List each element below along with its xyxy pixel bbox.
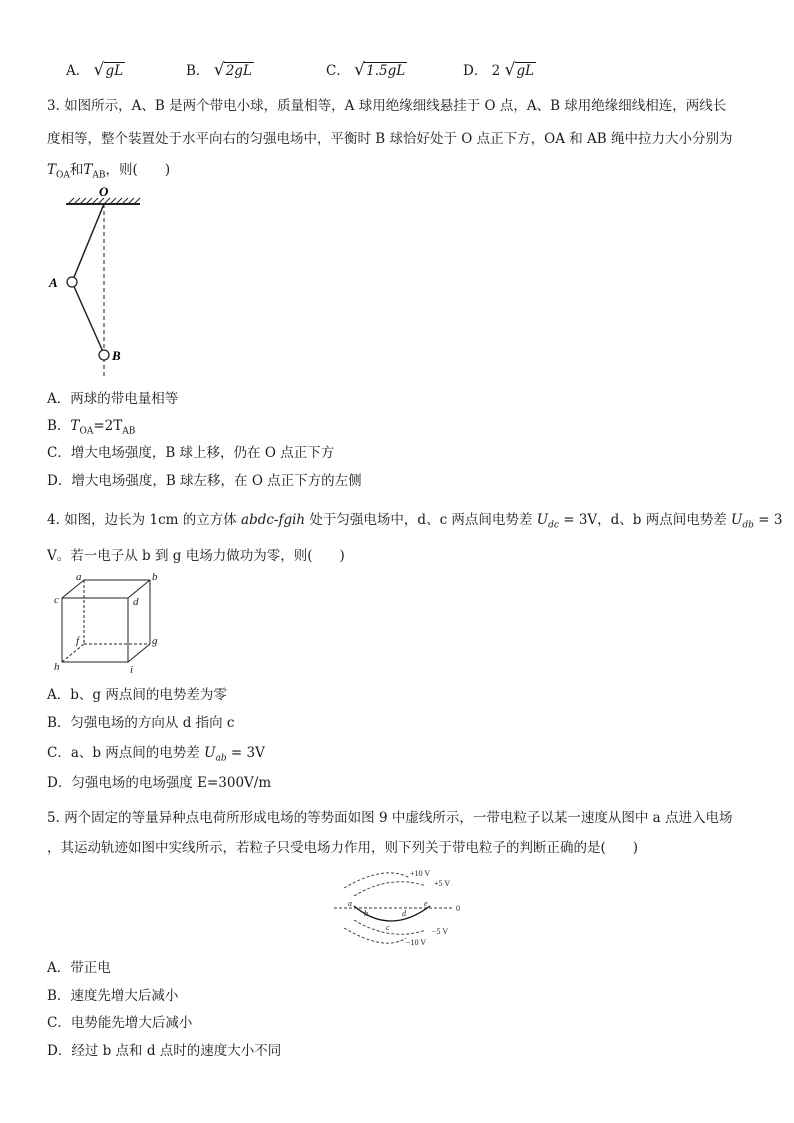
label-zero: 0 <box>456 904 460 913</box>
tension-symbol: T <box>70 418 80 434</box>
option-text: D．经过 b 点和 d 点时的速度大小不同 <box>47 1043 282 1059</box>
q3-option-b <box>47 416 135 442</box>
voltage-symbol: U <box>204 745 216 761</box>
q3-option-d <box>47 471 362 491</box>
label-o: O <box>99 184 109 199</box>
question-number: 3. <box>47 98 60 114</box>
ball-a <box>67 277 77 287</box>
option-c-top <box>326 59 407 79</box>
equipotential-minus10 <box>344 928 406 943</box>
q4-stem-line1 <box>47 510 782 536</box>
vertex-b: b <box>152 571 158 583</box>
option-d-top <box>463 59 536 79</box>
string-oa <box>72 204 104 282</box>
label-minus5v: −5 V <box>432 927 449 936</box>
subscript: ab <box>215 753 227 764</box>
q3-text: ，则( ) <box>105 162 171 178</box>
q4-text: 处于匀强电场中， <box>305 512 418 528</box>
q5-stem-line1 <box>47 808 733 828</box>
option-text: B．速度先增大后减小 <box>47 988 179 1004</box>
vertex-i: i <box>130 664 134 676</box>
subscript: dc <box>548 520 559 531</box>
subscript: AB <box>92 170 106 181</box>
q5-option-d <box>47 1041 281 1061</box>
tension-symbol: T <box>47 162 57 178</box>
cube-name: abdc-fgih <box>241 512 306 528</box>
point-e: e <box>424 899 428 908</box>
option-text: D．匀强电场的电场强度 E=300V/m <box>47 775 272 791</box>
equipotential-plus5 <box>354 882 426 896</box>
q4-text: 如图，边长为 1cm 的立方体 <box>64 512 242 528</box>
q5-option-a <box>47 958 111 978</box>
radicand: gL <box>105 63 124 79</box>
option-letter: A． <box>66 63 90 79</box>
option-letter: B． <box>47 418 71 434</box>
sqrt-expression: √ gL <box>93 60 124 80</box>
q3-text: 度相等，整个装置处于水平向右的匀强电场中，平衡时 B 球恰好处于 O 点正下方，OA 和 AB 绳中拉力大小分别为 <box>47 131 733 147</box>
q4-stem-line2 <box>47 546 345 566</box>
equation-part: = 3V， <box>558 512 611 528</box>
q3-stem-line2 <box>47 129 733 149</box>
option-a-top <box>66 59 125 79</box>
q4-option-b <box>47 713 235 733</box>
option-letter: C． <box>326 63 350 79</box>
q5-text: 两个固定的等量异种点电荷所形成电场的等势面如图 9 中虚线所示，一带电粒子以某一速度从图中 a 点进入电场 <box>64 810 733 826</box>
q3-option-a <box>47 389 178 409</box>
q4-text: V。若一电子从 b 到 g 电场力做功为零，则( ) <box>47 548 345 564</box>
label-plus5v: +5 V <box>434 879 451 888</box>
string-ab <box>72 282 104 354</box>
radicand: gL <box>516 63 535 79</box>
option-letter: D． <box>463 63 488 79</box>
q5-stem-line2 <box>47 838 638 858</box>
cube-figure <box>50 570 170 676</box>
coefficient: 2 <box>491 63 501 79</box>
q5-option-b <box>47 986 178 1006</box>
option-text: A．带正电 <box>47 960 111 976</box>
option-text: C．电势能先增大后减小 <box>47 1015 193 1031</box>
q5-option-c <box>47 1013 192 1033</box>
option-text: D．增大电场强度，B 球左移，在 O 点正下方的左侧 <box>47 473 362 489</box>
question-number: 5. <box>47 810 60 826</box>
equipotential-figure <box>330 866 470 948</box>
ball-b <box>99 350 109 360</box>
vertex-a: a <box>76 571 82 583</box>
radicand: 1.5gL <box>366 63 406 79</box>
option-text: B．匀强电场的方向从 d 指向 c <box>47 715 235 731</box>
point-d: d <box>402 909 406 918</box>
label-a: A <box>49 275 58 290</box>
q4-option-d <box>47 773 271 793</box>
sqrt-expression: √ 2gL <box>213 60 252 80</box>
vertex-g: g <box>152 635 158 647</box>
subscript: OA <box>79 426 94 437</box>
q5-text: ，其运动轨迹如图中实线所示，若粒子只受电场力作用，则下列关于带电粒子的判断正确的是( ) <box>47 840 639 856</box>
radicand: 2gL <box>225 63 252 79</box>
label-plus10v: +10 V <box>410 869 431 878</box>
question-number: 4. <box>47 512 60 528</box>
point-c: c <box>386 923 390 932</box>
q4-text: d、c 两点间电势差 <box>417 512 537 528</box>
sqrt-expression: √ 1.5gL <box>354 60 406 80</box>
vertex-d: d <box>133 596 139 608</box>
vertex-h: h <box>54 661 60 673</box>
option-b-top <box>186 59 254 79</box>
subscript: AB <box>122 426 136 437</box>
option-text: C．a、b 两点间的电势差 <box>47 745 205 761</box>
label-minus10v: −10 V <box>406 938 427 947</box>
q3-stem-line1 <box>47 96 726 116</box>
option-text: C．增大电场强度，B 球上移，仍在 O 点正下方 <box>47 445 335 461</box>
subscript: OA <box>56 170 70 181</box>
point-b: b <box>364 909 368 918</box>
voltage-symbol: U <box>536 512 549 528</box>
equation-part: = 3V <box>226 745 265 761</box>
vertex-f: f <box>76 635 80 647</box>
subscript: db <box>742 520 754 531</box>
q4-option-a <box>47 685 227 705</box>
q4-option-c <box>47 743 265 769</box>
tension-symbol: T <box>83 162 93 178</box>
equation-part: =2T <box>93 418 123 434</box>
vertex-c: c <box>54 594 59 606</box>
voltage-symbol: U <box>731 512 743 528</box>
pendulum-figure <box>44 182 154 382</box>
equipotential-minus5 <box>354 920 426 934</box>
option-text: A．两球的带电量相等 <box>47 391 179 407</box>
label-b: B <box>112 348 121 363</box>
cube-front-face <box>62 598 128 662</box>
point-a: a <box>348 899 352 908</box>
q4-text: d、b 两点间电势差 <box>610 512 732 528</box>
sqrt-expression: √ gL <box>504 60 535 80</box>
option-text: A．b、g 两点间的电势差为零 <box>47 687 227 703</box>
q3-text: 如图所示，A、B 是两个带电小球，质量相等，A 球用绝缘细线悬挂于 O 点，A、B 球用绝缘细线相连，两线长 <box>64 98 727 114</box>
q3-option-c <box>47 443 334 463</box>
equation-part: = 3 <box>753 512 783 528</box>
conjunction: 和 <box>69 162 84 178</box>
option-letter: B． <box>186 63 210 79</box>
